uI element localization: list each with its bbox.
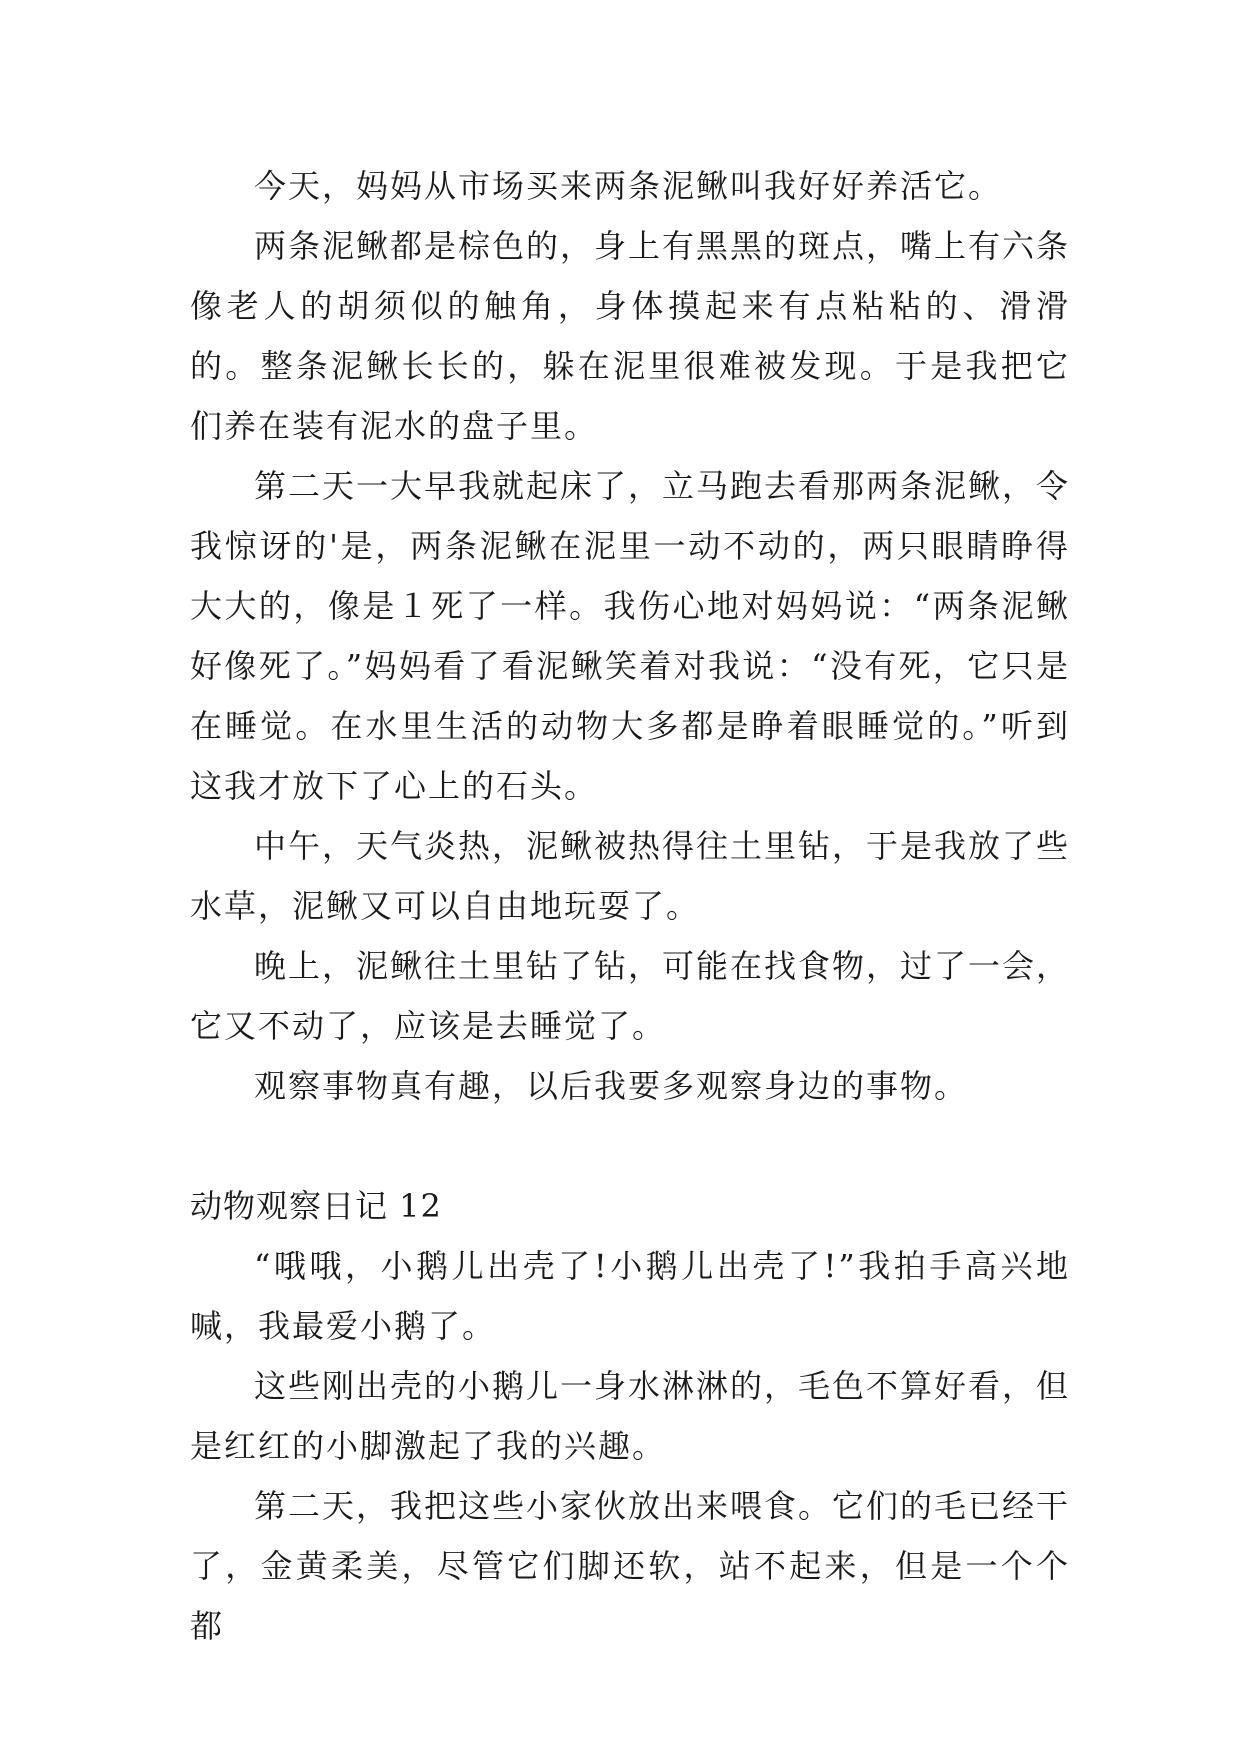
paragraph: 今天，妈妈从市场买来两条泥鳅叫我好好养活它。 <box>254 167 1003 205</box>
paragraph: 这些刚出壳的小鹅儿一身水淋淋的，毛色不算好看，但是红红的小脚激起了我的兴趣。 <box>190 1367 1071 1465</box>
paragraph: 第二天，我把这些小家伙放出来喂食。它们的毛已经干了，金黄柔美，尽管它们脚还软，站不起来，但是一个个都 <box>190 1487 1071 1645</box>
paragraph: 观察事物真有趣，以后我要多观察身边的事物。 <box>254 1067 969 1105</box>
document-body <box>190 156 1070 1656</box>
paragraph: 第二天一大早我就起床了，立马跑去看那两条泥鳅，令我惊讶的'是，两条泥鳅在泥里一动不动的，两只眼睛睁得大大的，像是１死了一样。我伤心地对妈妈说：“两条泥鳅好像死了。”妈妈看了看泥鳅笑着对我说：“没有死，它只是在睡觉。在水里生活的动物大多都是睁着眼睡觉的。”听到这我才放下了心上的石头。 <box>190 467 1071 805</box>
section-title: 动物观察日记 12 <box>190 1187 442 1225</box>
paragraph: 晚上，泥鳅往土里钻了钻，可能在找食物，过了一会，它又不动了，应该是去睡觉了。 <box>190 947 1071 1045</box>
paragraph: “哦哦，小鹅儿出壳了!小鹅儿出壳了!”我拍手高兴地喊，我最爱小鹅了。 <box>190 1247 1070 1345</box>
paragraph: 中午，天气炎热，泥鳅被热得往土里钻，于是我放了些水草，泥鳅又可以自由地玩耍了。 <box>190 827 1071 925</box>
paragraph: 两条泥鳅都是棕色的，身上有黑黑的斑点，嘴上有六条像老人的胡须似的触角，身体摸起来有点粘粘的、滑滑的。整条泥鳅长长的，躲在泥里很难被发现。于是我把它们养在装有泥水的盘子里。 <box>190 227 1071 445</box>
